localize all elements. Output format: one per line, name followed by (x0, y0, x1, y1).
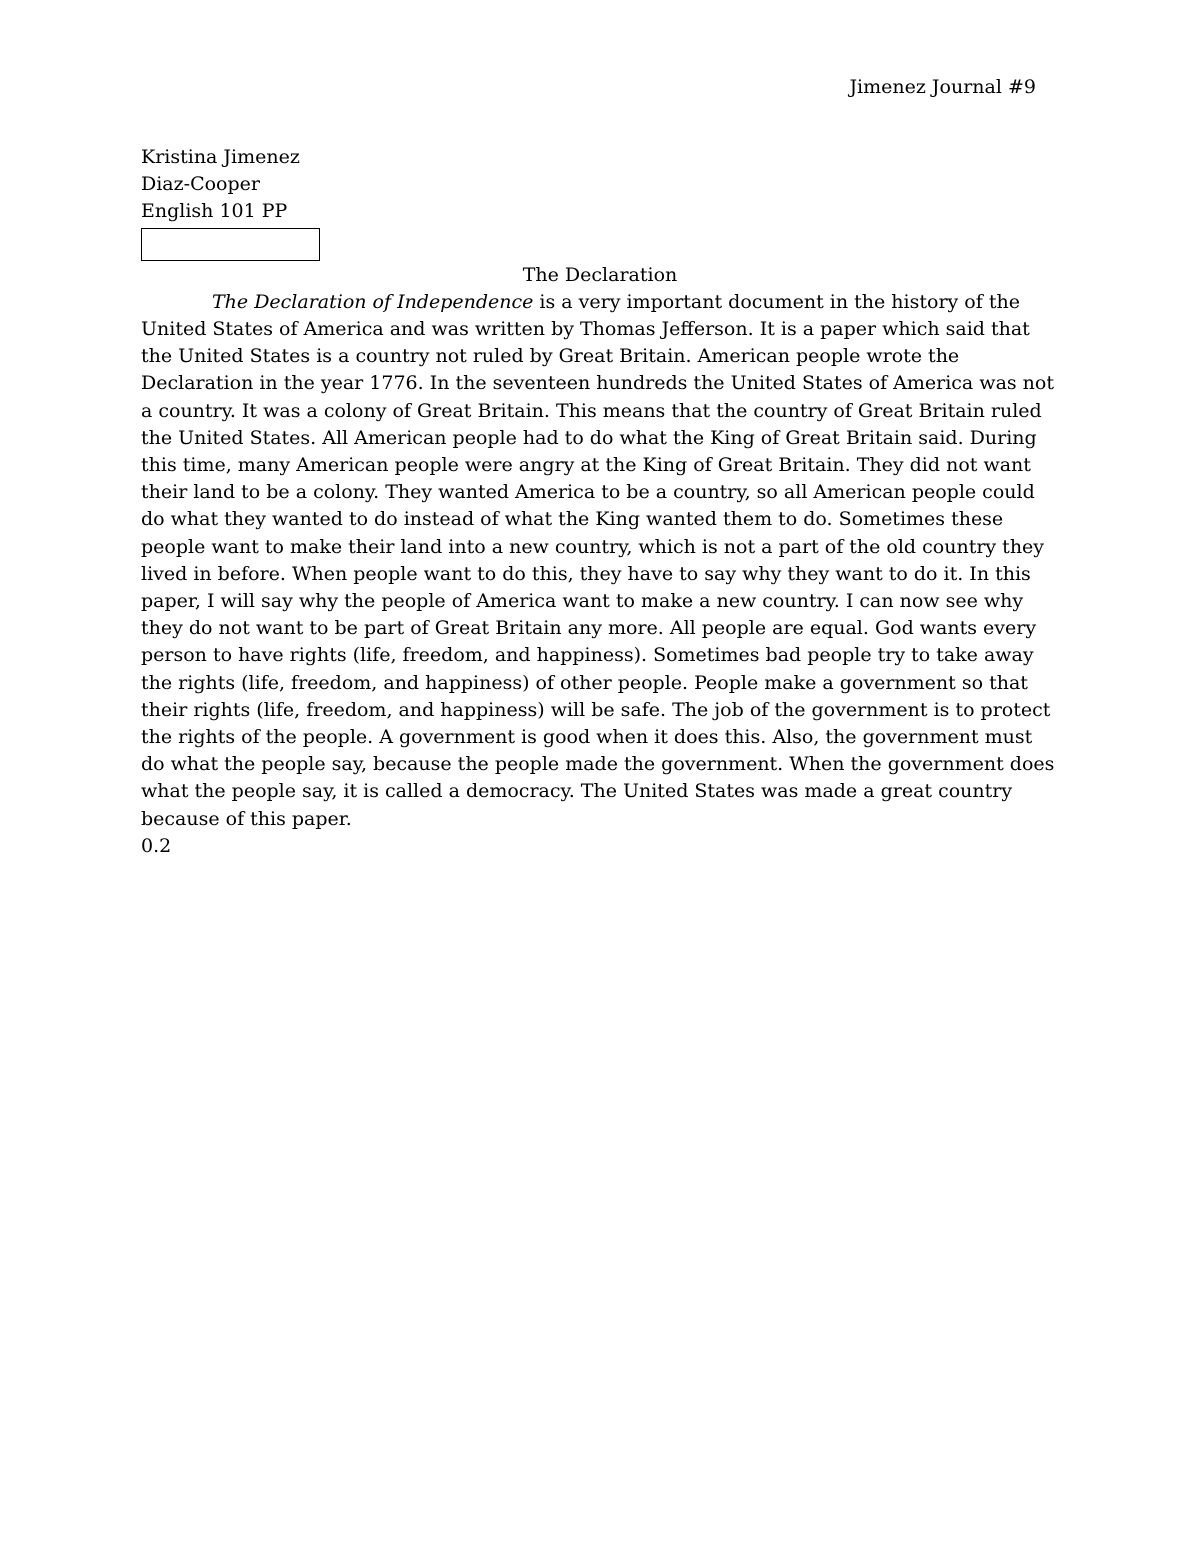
running-head: Jimenez Journal #9 (849, 76, 1036, 98)
essay-title: The Declaration (522, 263, 678, 286)
essay-lead-rest: is a very important document in the history of the (533, 290, 1020, 313)
empty-date-box (141, 228, 320, 261)
essay-body-text: United States of America and was written by Thomas Jefferson. It is a paper which said that the United States is a country not ruled by Great Britain. American people wrote the Declaration in the year 1776. In the seventeen hundreds the United States of America was not a country. It was a colony of Great Britain. This means that the country of Great Britain ruled the United States. All American people had to do what the King of Great Britain said. During this time, many American people were angry at the King of Great Britain. They did not want their land to be a colony. They wanted America to be a country, so all American people could do what they wanted to do instead of what the King wanted them to do. Sometimes these people want to make their land into a new country, which is not a part of the old country they lived in before. When people want to do this, they have to say why they want to do it. In this paper, I will say why the people of America want to make a new country. I can now see why they do not want to be part of Great Britain any more. All people are equal. God wants every person to have rights (life, freedom, and happiness). Sometimes bad people try to take away the rights (life, freedom, and happiness) of other people. People make a government so that their rights (life, freedom, and happiness) will be safe. The job of the government is to protect the rights of the people. A government is good when it does this. Also, the government must do what the people say, because the people made the government. When the government does what the people say, it is called a democracy. The United States was made a great country because of this paper. (141, 318, 1055, 830)
essay-body (141, 289, 1059, 833)
document-content (141, 144, 1059, 860)
score-value: 0.2 (141, 834, 172, 857)
course-name: English 101 PP (141, 200, 288, 223)
instructor-name: Diaz-Cooper (141, 173, 260, 196)
essay-italic-lead: The Declaration of Independence (212, 290, 534, 313)
student-name: Kristina Jimenez (141, 146, 300, 168)
